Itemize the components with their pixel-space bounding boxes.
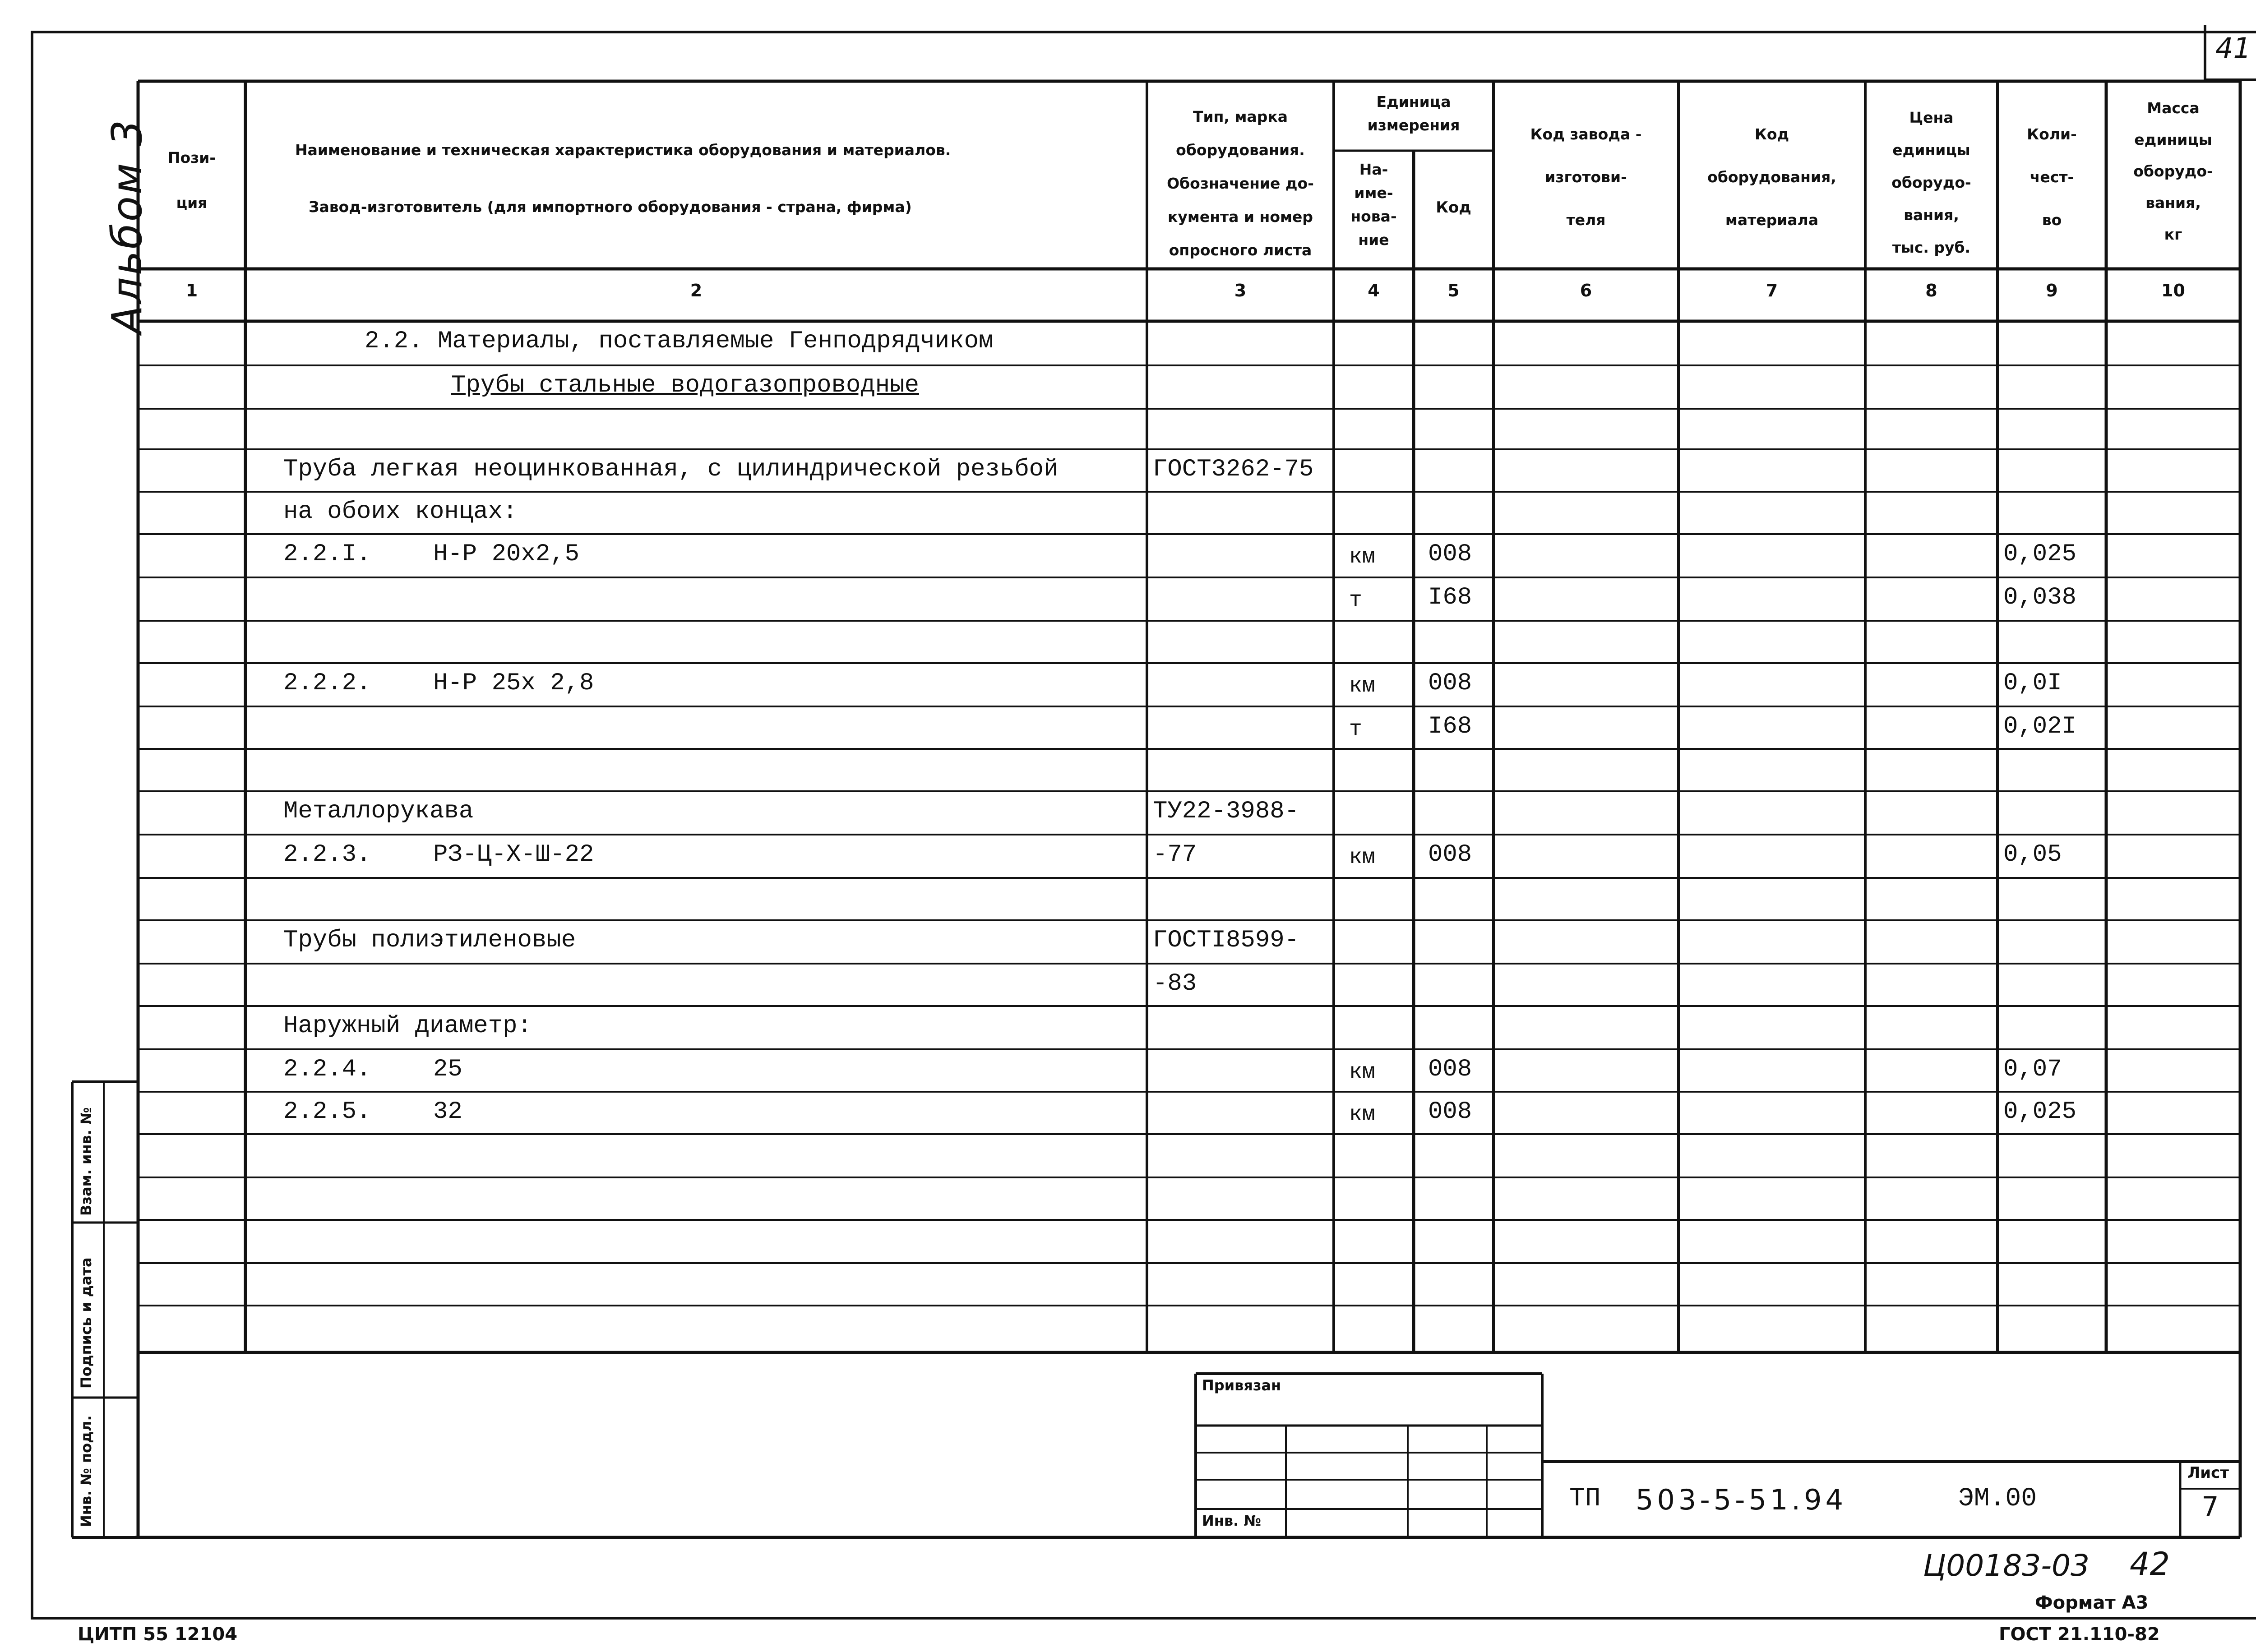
cell-qty: 0,02I	[2003, 713, 2077, 740]
header-col1-line: Пози-	[167, 149, 216, 166]
cell-type: ГОСТ3262-75	[1153, 456, 1314, 483]
cell-code: I68	[1428, 584, 1472, 611]
cell-code: 008	[1428, 1056, 1472, 1083]
header-col2-line: Завод-изготовитель (для импортного оборудования - страна, фирма)	[309, 198, 912, 216]
header-col6	[1493, 113, 1678, 241]
header-col9-line: Коли-	[2027, 125, 2077, 143]
header-unit-group	[1334, 90, 1493, 137]
sheet-corner-number: 41	[2215, 32, 2251, 65]
cell-code: 008	[1428, 841, 1472, 868]
header-col4-line: име-	[1354, 184, 1393, 202]
cell-name: Н-Р 25х 2,8	[433, 669, 594, 697]
header-col9	[1997, 113, 2106, 241]
header-col3-line: оборудования.	[1176, 141, 1305, 159]
cell-name: Н-Р 20х2,5	[433, 540, 580, 568]
cell-name: РЗ-Ц-Х-Ш-22	[433, 841, 594, 868]
header-col3	[1147, 100, 1334, 267]
cell-code: I68	[1428, 713, 1472, 740]
bottom-left-stamp: ЦИТП 55 12104	[78, 1624, 238, 1645]
header-col2	[245, 122, 1147, 235]
header-col8-line: тыс. руб.	[1892, 239, 1971, 256]
header-col8-line: оборудо-	[1891, 174, 1971, 191]
header-col10	[2106, 92, 2240, 250]
album-label: Альбом 3	[103, 118, 151, 334]
header-col4-line: нова-	[1350, 208, 1397, 225]
title-doc-mark: ЭМ.00	[1958, 1484, 2037, 1514]
column-number-row	[0, 281, 2256, 312]
colnum-10: 10	[2161, 281, 2185, 300]
title-inv-no: Инв. №	[1202, 1512, 1261, 1529]
colnum-7: 7	[1766, 281, 1778, 300]
cell-name: Металлорукава	[283, 798, 474, 825]
cell-qty: 0,07	[2003, 1056, 2062, 1083]
cell-name: Наружный диаметр:	[283, 1012, 532, 1040]
cell-qty: 0,038	[2003, 584, 2077, 611]
handwritten-num: 42	[2130, 1546, 2170, 1583]
cell-pos: 2.2.4.	[283, 1056, 371, 1083]
title-privyazan: Привязан	[1202, 1377, 1281, 1394]
header-col6-line: Код завода -	[1530, 125, 1642, 143]
colnum-1: 1	[185, 281, 198, 300]
cell-qty: 0,0I	[2003, 669, 2062, 697]
header-col7	[1678, 113, 1865, 241]
handwritten-code: Ц00183-03	[1923, 1548, 2090, 1583]
standard-label: ГОСТ 21.110-82	[1999, 1624, 2160, 1645]
header-col8-line: Цена	[1909, 109, 1954, 126]
cell-unit: км	[1349, 1103, 1375, 1127]
title-list-label: Лист	[2187, 1464, 2229, 1482]
cell-type: -83	[1153, 970, 1197, 997]
header-col10-line: кг	[2164, 226, 2182, 243]
cell-code: 008	[1428, 669, 1472, 697]
format-label: Формат А3	[2035, 1592, 2149, 1613]
cell-qty: 0,025	[2003, 540, 2077, 568]
cell-unit: т	[1349, 717, 1362, 742]
header-col5: Код	[1436, 198, 1471, 217]
side-stamp-podpis: Подпись и дата	[78, 1257, 95, 1389]
header-col6-line: изготови-	[1545, 168, 1627, 186]
cell-unit: км	[1349, 545, 1375, 569]
title-doc-prefix: ТП	[1569, 1484, 1601, 1514]
cell-code: 008	[1428, 1098, 1472, 1126]
header-col1-line: ция	[176, 194, 208, 212]
colnum-6: 6	[1580, 281, 1592, 300]
cell-pos: 2.2.5.	[283, 1098, 371, 1126]
header-col7-line: материала	[1725, 211, 1819, 229]
header-col3-line: Обозначение до-	[1167, 175, 1314, 192]
cell-pos: 2.2.I.	[283, 540, 371, 568]
cell-name: Трубы полиэтиленовые	[283, 927, 576, 954]
header-col4	[1334, 158, 1414, 252]
cell-name: 32	[433, 1098, 462, 1126]
cell-unit: т	[1349, 588, 1362, 613]
cell-type: ТУ22-3988-	[1153, 798, 1299, 825]
cell-name: Труба легкая неоцинкованная, с цилиндрической резьбой	[283, 456, 1059, 483]
header-unit-group-line: Единица	[1376, 93, 1451, 111]
header-col7-line: оборудования,	[1707, 168, 1836, 186]
title-doc-code: 503-5-51.94	[1636, 1483, 1847, 1516]
cell-name: Трубы стальные водогазопроводные	[451, 372, 919, 399]
colnum-2: 2	[690, 281, 703, 300]
header-col10-line: оборудо-	[2133, 162, 2213, 180]
header-col4-line: ние	[1358, 231, 1389, 249]
header-col9-line: во	[2042, 211, 2062, 229]
header-col4-line: На-	[1359, 161, 1388, 178]
cell-pos: 2.2.2.	[283, 669, 371, 697]
cell-unit: км	[1349, 674, 1375, 698]
header-col3-line: опросного листа	[1169, 241, 1312, 259]
side-stamp-vzam: Взам. инв. №	[78, 1107, 95, 1216]
cell-name: 25	[433, 1056, 462, 1083]
header-col1	[138, 135, 245, 226]
header-col6-line: теля	[1566, 211, 1606, 229]
header-col8-line: вания,	[1904, 206, 1959, 224]
cell-code: 008	[1428, 540, 1472, 568]
cell-unit: км	[1349, 845, 1375, 870]
header-col7-line: Код	[1754, 125, 1789, 143]
title-list-value: 7	[2201, 1491, 2219, 1523]
cell-pos: 2.2.3.	[283, 841, 371, 868]
cell-unit: км	[1349, 1060, 1375, 1084]
header-col3-line: кумента и номер	[1167, 208, 1313, 226]
cell-type: ГОСТI8599-	[1153, 927, 1299, 954]
header-col8-line: единицы	[1892, 141, 1970, 159]
cell-qty: 0,025	[2003, 1098, 2077, 1126]
header-col3-line: Тип, марка	[1193, 108, 1288, 125]
header-col10-line: единицы	[2134, 131, 2212, 148]
cell-qty: 0,05	[2003, 841, 2062, 868]
header-col10-line: Масса	[2147, 99, 2200, 117]
colnum-8: 8	[1925, 281, 1937, 300]
side-stamp-inv-podl: Инв. № подл.	[78, 1415, 95, 1527]
colnum-9: 9	[2046, 281, 2058, 300]
header-col2-line: Наименование и техническая характеристика оборудования и материалов.	[295, 141, 951, 159]
colnum-4: 4	[1368, 281, 1380, 300]
cell-name: на обоих концах:	[283, 498, 518, 526]
cell-name: 2.2. Материалы, поставляемые Генподрядчиком	[365, 328, 994, 355]
header-unit-group-line: измерения	[1367, 116, 1460, 134]
header-col9-line: чест-	[2029, 168, 2074, 186]
colnum-3: 3	[1234, 281, 1247, 300]
header-col8	[1865, 102, 1997, 264]
cell-type: -77	[1153, 841, 1197, 868]
header-col10-line: вания,	[2145, 194, 2201, 212]
colnum-5: 5	[1447, 281, 1460, 300]
